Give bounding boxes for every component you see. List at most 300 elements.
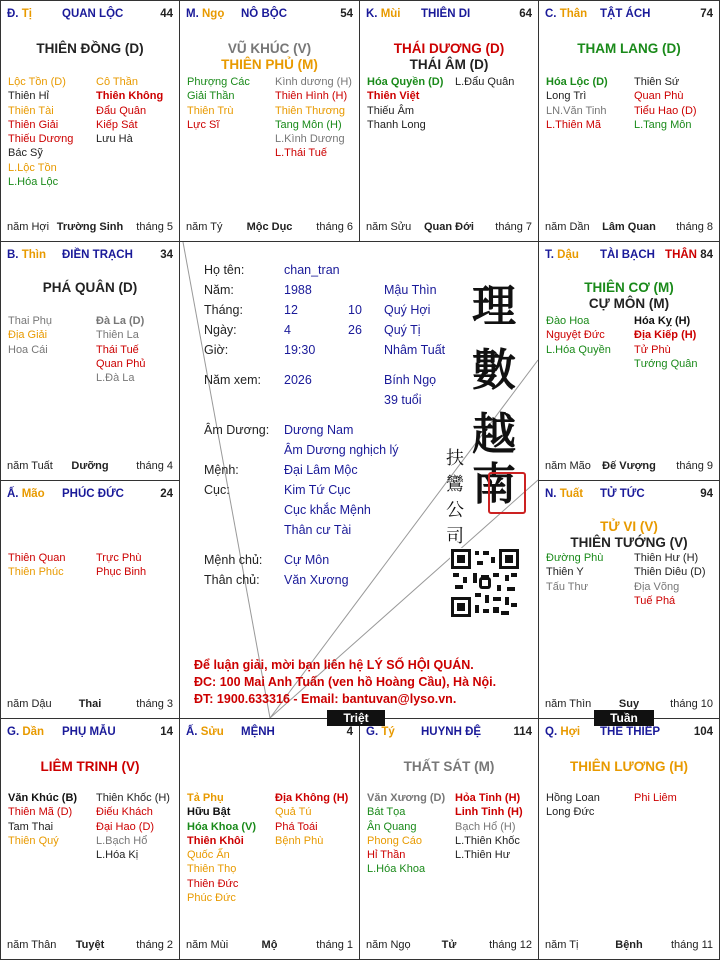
minor-stars-right: [275, 75, 352, 161]
minor-star: L.Hóa Khoa: [367, 863, 426, 876]
minor-star: Tam Thai: [8, 820, 54, 833]
day-label: Ngày:: [204, 323, 237, 337]
palace-branch: Tuất: [559, 488, 584, 500]
minor-star: Bạch Hổ (H): [455, 820, 516, 833]
tuan-marker: Tuần: [594, 710, 654, 726]
minor-star: Cô Thần: [96, 76, 138, 88]
name-value: chan_tran: [284, 263, 340, 277]
palace-tuat[interactable]: [538, 480, 720, 719]
minor-star: Nguyệt Đức: [546, 329, 605, 342]
amduong-label: Âm Dương:: [204, 423, 270, 437]
palace-ngo[interactable]: [179, 0, 360, 242]
minor-star: Hóa Khoa (V): [187, 820, 257, 833]
decade-number: 14: [160, 726, 173, 738]
minor-stars-left: [187, 75, 250, 132]
palace-than[interactable]: [538, 0, 720, 242]
palace-ti[interactable]: [0, 0, 180, 242]
month-solar: 12: [284, 303, 298, 317]
year-label: năm Mùi: [186, 939, 229, 951]
main-star: THIÊN CƠ (M): [584, 280, 674, 295]
minor-star: Hồng Loan: [546, 792, 600, 804]
minor-star: Trực Phù: [96, 552, 142, 564]
life-stage: Mộ: [261, 939, 278, 951]
decade-number: 84: [700, 249, 713, 261]
minor-star: Ân Quang: [367, 820, 417, 833]
minor-star: Long Đức: [546, 806, 595, 819]
minor-star: Long Trì: [546, 90, 587, 103]
palace-branch: Tị: [21, 8, 32, 20]
calligraphy-char: 南: [472, 459, 516, 510]
minor-star: Thiếu Dương: [8, 133, 74, 146]
minor-star: Tả Phụ: [187, 792, 224, 804]
month-label: tháng 9: [676, 460, 713, 472]
menhchu-value: Cự Môn: [284, 553, 330, 567]
info-labels: [204, 260, 261, 390]
minor-stars-right: [96, 791, 170, 862]
main-star: THIÊN TƯỚNG (V): [570, 535, 688, 550]
cuc-note: Cục khắc Mệnh: [284, 503, 371, 517]
minor-stars-right: [275, 791, 348, 848]
minor-star: Quan Phủ: [96, 357, 146, 370]
minor-star: L.Thiên Hư: [455, 849, 511, 862]
palace-name: PHỤ MẪU: [62, 726, 116, 738]
minor-stars-right: [455, 75, 514, 89]
palace-branch: Mùi: [380, 8, 401, 20]
decade-number: 114: [513, 726, 532, 738]
minor-star: Quả Tú: [275, 806, 312, 819]
palace-branch: Thân: [559, 8, 588, 20]
minor-star: Địa Võng: [634, 580, 680, 593]
palace-header: [366, 726, 532, 742]
year-label: năm Ngọ: [366, 939, 411, 951]
palace-stem: B.: [7, 249, 19, 261]
minor-star: Tang Môn (H): [275, 118, 342, 131]
minor-star: Thiên Hư (H): [634, 552, 699, 564]
decade-number: 24: [160, 488, 173, 500]
palace-branch: Hợi: [560, 726, 581, 738]
minor-star: Tấu Thư: [546, 580, 589, 593]
than-cu-note: Thân cư Tài: [284, 523, 352, 537]
palace-stem: K.: [366, 8, 378, 20]
minor-star: Thiên Thương: [275, 104, 346, 117]
minor-star: Tử Phù: [634, 343, 671, 356]
life-stage: Thai: [78, 698, 102, 710]
minor-star: Thiên Quan: [8, 552, 66, 564]
month-lunar: Quý Hợi: [384, 303, 431, 317]
decade-number: 4: [346, 726, 353, 738]
palace-header: [545, 488, 713, 504]
palace-name: TẬT ÁCH: [600, 8, 651, 20]
seal-char: 鸞: [446, 474, 464, 495]
minor-stars-left: [546, 551, 603, 594]
minor-stars-left: [8, 791, 77, 848]
minor-star: Thiên Việt: [367, 90, 420, 103]
palace-name: THIÊN DI: [421, 8, 471, 20]
hour-solar: 19:30: [284, 343, 316, 357]
decade-number: 94: [700, 488, 713, 500]
contact-line-2: ĐC: 100 Mai Anh Tuấn (ven hồ Hoàng Cầu), Hà Nội.: [194, 675, 497, 689]
hour-lunar: Nhâm Tuất: [384, 343, 446, 357]
decade-number: 64: [519, 8, 532, 20]
minor-star: Thiên Hỉ: [8, 90, 49, 103]
palace-header: [186, 8, 353, 24]
palace-number: [513, 726, 532, 738]
minor-star: Văn Xương (D): [367, 792, 446, 804]
minor-star: Thai Phụ: [8, 315, 53, 327]
palace-name: TÀI BẠCH: [600, 249, 655, 261]
palace-dau[interactable]: [538, 241, 720, 481]
hour-label: Giờ:: [204, 343, 229, 357]
thanchu-value: Văn Xương: [284, 573, 349, 587]
minor-star: L.Thiên Mã: [546, 118, 602, 131]
minor-star: Thiên Không: [96, 90, 164, 103]
palace-number: [519, 8, 532, 20]
minor-stars-right: [96, 314, 146, 385]
year-label: năm Tị: [545, 939, 579, 951]
minor-star: Thiên Y: [546, 566, 584, 579]
main-star: THÁI DƯƠNG (D): [393, 41, 505, 56]
calligraphy-char: 理: [472, 281, 516, 332]
minor-stars-right: [634, 314, 698, 371]
minor-star: Phục Binh: [96, 566, 147, 579]
minor-star: Văn Khúc (B): [8, 792, 78, 804]
minor-star: Thiên Quý: [8, 834, 59, 847]
palace-stem: Ấ.: [7, 488, 19, 500]
info-lunar: [384, 280, 445, 410]
palace-ty[interactable]: [359, 718, 539, 960]
palace-header: [7, 726, 173, 742]
month-label: tháng 8: [676, 221, 713, 233]
calligraphy-char: 數: [472, 345, 516, 396]
palace-name: PHÚC ĐỨC: [62, 488, 124, 500]
minor-star: Hỉ Thần: [367, 849, 406, 862]
minor-star: L.Bạch Hổ: [96, 834, 148, 847]
minor-star: LN.Văn Tinh: [546, 104, 607, 117]
minor-stars-right: [455, 791, 523, 862]
minor-star: Đại Hao (D): [96, 820, 155, 833]
decade-number: 74: [700, 8, 713, 20]
info-solar: [284, 260, 340, 390]
palace-header: [7, 488, 173, 504]
decade-number: 54: [340, 8, 353, 20]
life-stage: Suy: [618, 698, 640, 710]
year-label: năm Sửu: [366, 221, 412, 233]
main-star: THIÊN ĐỒNG (D): [36, 41, 144, 56]
minor-star: Thiên Giải: [8, 118, 59, 131]
menhchu-label: Mệnh chủ:: [204, 553, 263, 567]
palace-number: [160, 488, 173, 500]
calligraphy-char: 越: [472, 409, 516, 460]
life-stage: Bệnh: [615, 939, 643, 951]
month-label: tháng 1: [316, 939, 353, 951]
main-star: THIÊN LƯƠNG (H): [570, 759, 688, 774]
minor-star: L.Hóa Kị: [96, 849, 139, 862]
minor-stars-left: [367, 791, 445, 877]
minor-star: Phúc Đức: [187, 892, 236, 905]
month-label: tháng 2: [136, 939, 173, 951]
palace-suu[interactable]: [179, 718, 360, 960]
minor-star: L.Thiên Khốc: [455, 834, 520, 847]
minor-star: Thiên Tài: [8, 104, 54, 117]
minor-star: Lộc Tồn (D): [8, 76, 66, 88]
year-label: Năm:: [204, 283, 234, 297]
month-label: tháng 5: [136, 221, 173, 233]
life-stage: Trường Sinh: [56, 221, 124, 233]
view-year-label: Năm xem:: [204, 373, 261, 387]
minor-stars-left: [367, 75, 443, 132]
life-stage: Dưỡng: [71, 460, 109, 472]
minor-star: Phá Toái: [275, 820, 318, 833]
year-label: năm Mão: [545, 460, 591, 472]
palace-number: [665, 249, 713, 261]
minor-stars-left: [8, 314, 52, 357]
minor-star: Tiểu Hao (D): [634, 104, 697, 117]
minor-star: Hóa Kỵ (H): [634, 315, 691, 327]
life-stage: Mộc Dục: [246, 221, 293, 233]
minor-star: Hỏa Tinh (H): [455, 792, 521, 804]
palace-branch: Sửu: [200, 726, 224, 738]
view-year-value: 2026: [284, 373, 312, 387]
main-star: PHÁ QUÂN (D): [42, 280, 138, 295]
minor-star: Thiên Diêu (D): [634, 566, 706, 579]
age-value: 39 tuổi: [384, 393, 422, 407]
palace-stem: N.: [545, 488, 557, 500]
month-label: tháng 10: [670, 698, 713, 710]
minor-star: L.Đà La: [96, 372, 135, 385]
minor-star: Thiên La: [96, 329, 139, 342]
minor-stars-left: [187, 791, 256, 905]
minor-star: Giải Thần: [187, 90, 235, 103]
year-label: năm Dậu: [7, 698, 52, 710]
minor-stars-left: [8, 551, 65, 580]
minor-star: Lưu Hà: [96, 133, 133, 146]
seal-char: 公: [446, 500, 464, 521]
month-lunar-num: 10: [348, 303, 362, 317]
month-label: tháng 6: [316, 221, 353, 233]
minor-star: Thiên Thọ: [187, 863, 237, 876]
palace-stem: Q.: [545, 726, 558, 738]
minor-star: Linh Tinh (H): [455, 806, 523, 819]
triet-marker: Triệt: [327, 710, 385, 726]
amduong-note: Âm Dương nghịch lý: [284, 443, 399, 457]
palace-stem: G.: [366, 726, 379, 738]
palace-branch: Thìn: [21, 249, 46, 261]
seal-char: 扶: [446, 448, 464, 469]
minor-stars-right: [634, 791, 677, 805]
minor-star: Thiên Đức: [187, 877, 239, 890]
palace-thin[interactable]: [0, 241, 180, 481]
palace-name: ĐIỀN TRẠCH: [62, 249, 133, 261]
life-stage: Lâm Quan: [602, 221, 656, 233]
info-lower-values: [284, 420, 399, 590]
main-star: THẤT SÁT (M): [403, 759, 495, 774]
minor-stars-left: [8, 75, 73, 189]
minor-star: Thiếu Âm: [367, 104, 415, 117]
minor-star: Hoa Cái: [8, 343, 48, 356]
palace-name: MỆNH: [241, 726, 275, 738]
decade-number: 44: [160, 8, 173, 20]
palace-header: [7, 8, 173, 24]
minor-star: Điếu Khách: [96, 806, 153, 819]
palace-stem: C.: [545, 8, 557, 20]
minor-star: L.Hóa Lộc: [8, 176, 59, 189]
palace-number: [160, 249, 173, 261]
palace-number: [340, 8, 353, 20]
minor-star: Tướng Quân: [634, 357, 698, 370]
palace-header: [545, 249, 713, 265]
month-label: tháng 12: [489, 939, 532, 951]
amduong-value: Dương Nam: [284, 423, 354, 437]
thanchu-label: Thân chủ:: [204, 573, 260, 587]
minor-star: Đẩu Quân: [96, 104, 147, 117]
main-star: THÁI ÂM (D): [409, 57, 489, 72]
minor-star: Thiên Sứ: [634, 76, 680, 88]
minor-stars-right: [96, 75, 163, 146]
main-star: LIÊM TRINH (V): [40, 759, 140, 774]
minor-star: Phi Liêm: [634, 792, 677, 804]
palace-branch: Ngọ: [201, 8, 225, 20]
palace-name: QUAN LỘC: [62, 8, 124, 20]
menh-label: Mệnh:: [204, 463, 239, 477]
minor-star: Bệnh Phù: [275, 834, 324, 847]
decade-number: 104: [693, 726, 713, 738]
life-stage: Tuyệt: [75, 939, 105, 951]
palace-name: NÔ BỘC: [241, 8, 287, 20]
palace-stem: Ấ.: [186, 726, 198, 738]
minor-star: Thái Tuế: [96, 343, 139, 356]
main-star: TỬ VI (V): [600, 519, 658, 534]
palace-header: [545, 8, 713, 24]
palace-header: [186, 726, 353, 742]
life-stage: Đế Vượng: [602, 460, 656, 472]
cuc-label: Cục:: [204, 483, 230, 497]
qr-code-icon[interactable]: [450, 548, 520, 618]
palace-stem: M.: [186, 8, 199, 20]
minor-star: Hữu Bật: [187, 806, 231, 819]
minor-star: Hóa Quyền (D): [367, 76, 444, 88]
palace-mao[interactable]: [0, 480, 180, 719]
minor-star: Địa Giải: [8, 329, 48, 342]
main-star: THAM LANG (D): [577, 41, 681, 56]
year-lunar: Mậu Thìn: [384, 283, 437, 297]
palace-number: [160, 726, 173, 738]
red-seal-stamp: [488, 472, 526, 514]
day-lunar-num: 26: [348, 323, 362, 337]
contact-line-3[interactable]: ĐT: 1900.633316 - Email: bantuvan@lyso.vn.: [194, 692, 457, 706]
month-label: tháng 3: [136, 698, 173, 710]
minor-star: Phượng Các: [187, 76, 250, 88]
palace-header: [545, 726, 713, 742]
minor-star: Đường Phù: [546, 552, 604, 564]
palace-header: [366, 8, 532, 24]
month-label: tháng 7: [495, 221, 532, 233]
minor-star: Kình dương (H): [275, 76, 352, 88]
minor-stars-right: [634, 75, 697, 132]
minor-stars-left: [546, 791, 600, 820]
seal-char: 司: [446, 526, 464, 547]
palace-number: [347, 726, 353, 738]
palace-name: TỬ TỨC: [600, 488, 645, 500]
palace-name: HUYNH ĐỆ: [421, 726, 482, 738]
life-stage: Quan Đới: [424, 221, 474, 233]
minor-stars-right: [96, 551, 146, 580]
name-label: Họ tên:: [204, 263, 245, 277]
info-lower-labels: [204, 420, 269, 590]
year-label: năm Tuất: [7, 460, 53, 472]
minor-star: Địa Kiếp (H): [634, 329, 697, 342]
palace-stem: Đ.: [7, 8, 19, 20]
minor-star: L.Đẩu Quân: [455, 76, 515, 88]
minor-star: L.Kình Dương: [275, 133, 345, 146]
menh-value: Đại Lâm Mộc: [284, 463, 358, 477]
minor-star: Hóa Lộc (D): [546, 76, 608, 88]
minor-star: L.Hóa Quyền: [546, 343, 611, 356]
minor-star: Quan Phù: [634, 90, 684, 103]
palace-header: [7, 249, 173, 265]
month-label: tháng 11: [670, 939, 713, 951]
minor-stars-left: [546, 75, 608, 132]
minor-stars-left: [546, 314, 611, 357]
palace-branch: Tý: [381, 726, 395, 738]
year-label: năm Thân: [7, 939, 57, 951]
palace-number: [700, 488, 713, 500]
minor-star: Thiên Phúc: [8, 566, 64, 579]
minor-star: Quốc Ấn: [187, 849, 230, 862]
day-solar: 4: [284, 323, 291, 337]
palace-stem: T.: [545, 249, 554, 261]
day-lunar: Quý Tị: [384, 323, 421, 337]
palace-mui[interactable]: [359, 0, 539, 242]
minor-star: Địa Không (H): [275, 792, 349, 804]
minor-stars-right: [634, 551, 706, 608]
year-label: năm Tý: [186, 221, 223, 233]
minor-star: Thiên Mã (D): [8, 806, 73, 819]
contact-line-1: Để luận giải, mời bạn liên hệ LÝ SỐ HỘI QUÁN.: [194, 658, 474, 672]
center-info-panel: [178, 240, 538, 718]
palace-stem: G.: [7, 726, 20, 738]
minor-star: Tuế Phá: [634, 594, 676, 607]
minor-star: Bát Tọa: [367, 806, 406, 819]
minor-star: Kiếp Sát: [96, 118, 138, 131]
palace-branch: Dần: [22, 726, 45, 738]
minor-star: Lực Sĩ: [187, 118, 220, 131]
minor-star: L.Lộc Tồn: [8, 161, 57, 174]
year-solar: 1988: [284, 283, 312, 297]
main-star: CỰ MÔN (M): [588, 296, 670, 311]
info-lunar-nums: [348, 300, 362, 340]
minor-star: Thanh Long: [367, 118, 426, 131]
minor-star: Thiên Khôi: [187, 834, 244, 847]
minor-star: L.Thái Tuế: [275, 147, 327, 160]
minor-star: L.Tang Môn: [634, 118, 692, 131]
cuc-value: Kim Tứ Cục: [284, 483, 351, 497]
minor-star: Bác Sỹ: [8, 147, 43, 160]
year-label: năm Dần: [545, 221, 590, 233]
minor-star: Đào Hoa: [546, 315, 590, 327]
palace-hoi[interactable]: [538, 718, 720, 960]
year-label: năm Hợi: [7, 221, 50, 233]
decade-number: 34: [160, 249, 173, 261]
palace-name: THÊ THIẾP: [600, 726, 661, 738]
company-seal-text: [446, 446, 464, 550]
palace-number: [160, 8, 173, 20]
main-star: THIÊN PHỦ (M): [221, 57, 318, 72]
palace-dan[interactable]: [0, 718, 180, 960]
palace-branch: Mão: [21, 488, 45, 500]
minor-star: Phong Cáo: [367, 834, 423, 847]
view-year-lunar: Bính Ngọ: [384, 373, 437, 387]
minor-star: Thiên Hình (H): [275, 90, 348, 103]
